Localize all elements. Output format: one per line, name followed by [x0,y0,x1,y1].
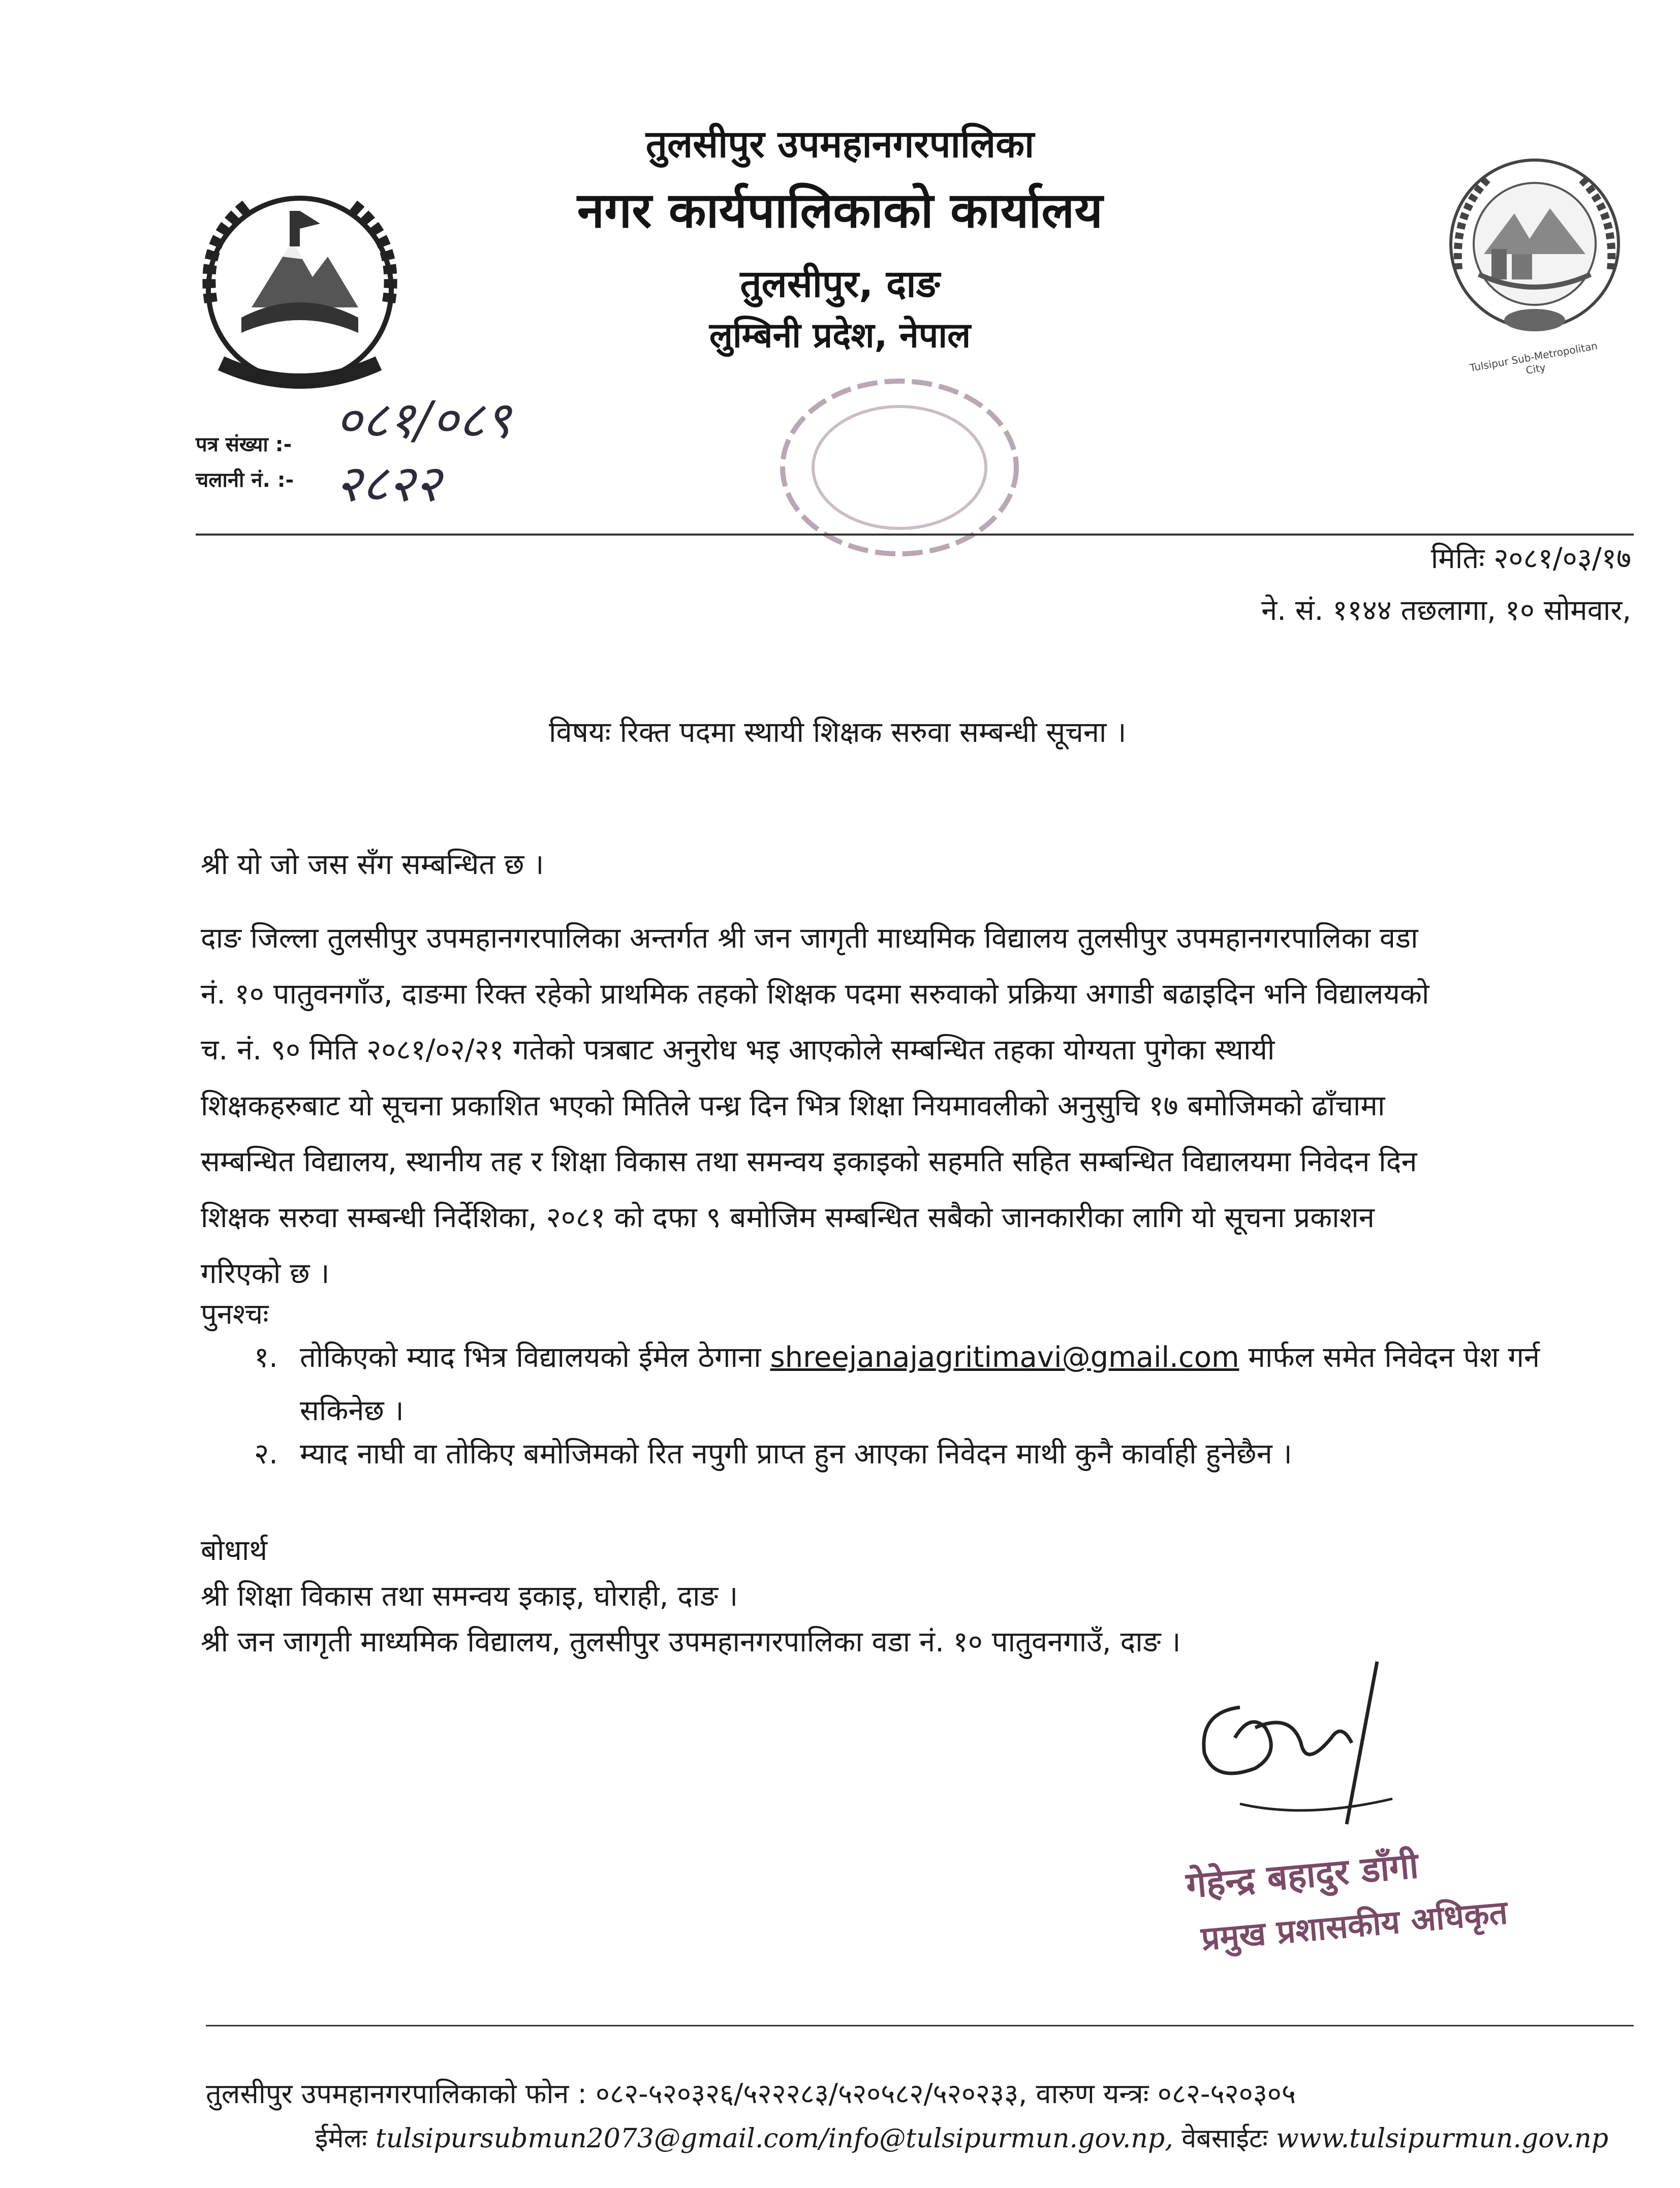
body-line: सम्बन्धित विद्यालय, स्थानीय तह र शिक्षा विकास तथा समन्वय इकाइको सहमति सहित सम्बन्धित विद्यालयमा निवेदन दिन [201,1145,1417,1178]
signatory-name: गेहेन्द्र बहादुर डाँगी [1184,1845,1420,1906]
postscript-item1-pre: तोकिएको म्याद भित्र विद्यालयको ईमेल ठेगाना [300,1341,761,1374]
postscript-item2-num: २. [254,1437,278,1471]
body-line: शिक्षकहरुबाट यो सूचना प्रकाशित भएको मितिले पन्ध्र दिन भित्र शिक्षा नियमावलीको अनुसुचि १७ बमोजिमको ढाँचामा [201,1089,1385,1122]
header-divider [196,534,1634,536]
office-location: तुलसीपुर, दाङ [740,262,940,306]
cc-line-2: श्री जन जागृती माध्यमिक विद्यालय, तुलसीपुर उपमहानगरपालिका वडा नं. १० पातुवनगाउँ, दाङ । [201,1626,1181,1659]
footer-contact [315,2124,1608,2154]
cc-label: बोधार्थ [201,1534,268,1567]
footer-phone: तुलसीपुर उपमहानगरपालिकाको फोन : ०८२-५२०३२६/५२२२८३/५२०५८२/५२०२३३, वारुण यन्त्रः ०८२-५२०३०५ [206,2078,1296,2110]
body-line: च. नं. ९० मिति २०८१/०२/२१ गतेको पत्रबाट अनुरोध भइ आएकोले सम्बन्धित तहका योग्यता पुगेका स्थायी [201,1034,1275,1067]
signatory-title: प्रमुख प्रशासकीय अधिकृत [1199,1894,1509,1958]
postscript-item1 [300,1341,1540,1374]
date-nepal-sambat: ने. सं. ११४४ तछलागा, १० सोमवार, [1261,594,1631,627]
subject-line: विषयः रिक्त पदमा स्थायी शिक्षक सरुवा सम्बन्धी सूचना । [549,716,1127,749]
province-name: लुम्बिनी प्रदेश, नेपाल [709,316,971,356]
dispatch-no-value: २८२२ [335,454,441,513]
postscript-label: पुनश्चः [201,1298,269,1331]
signature-icon [1179,1651,1423,1834]
cc-line-1: श्री शिक्षा विकास तथा समन्वय इकाइ, घोराही, दाङ । [201,1580,738,1613]
footer-website[interactable]: www.tulsipurmun.gov.np [1276,2123,1609,2154]
footer-email-label: ईमेलः [315,2123,367,2154]
footer-divider [206,2025,1634,2026]
footer-emails[interactable]: tulsipursubmun2073@gmail.com/info@tulsipurmun.gov.np, [375,2123,1173,2154]
letter-no-value: ०८१/०८९ [335,390,511,450]
date-miti: मितिः २०८१/०३/१७ [1430,542,1631,575]
municipality-name: तुलसीपुर उपमहानगरपालिका [645,122,1035,166]
postscript-item1-post: मार्फल समेत निवेदन पेश गर्न [1248,1341,1540,1374]
letter-no-label: पत्र संख्या :- [196,433,292,456]
school-email-link[interactable]: shreejanajagritimavi@gmail.com [770,1341,1239,1374]
office-name: नगर कार्यपालिकाको कार्यालय [577,182,1103,239]
postscript-item1-cont: सकिनेछ । [300,1394,404,1427]
postscript-item1-num: १. [254,1341,278,1374]
body-line: गरिएको छ । [201,1257,330,1290]
right-logo-caption: Tulsipur Sub-Metropolitan City [1469,339,1599,377]
salutation: श्री यो जो जस सँग सम्बन्धित छ । [201,848,544,881]
body-line: शिक्षक सरुवा सम्बन्धी निर्देशिका, २०८१ को दफा ९ बमोजिम सम्बन्धित सबैको जानकारीका लागि यो सूचना प्रकाशन [201,1201,1375,1234]
body-line: दाङ जिल्ला तुलसीपुर उपमहानगरपालिका अन्तर्गत श्री जन जागृती माध्यमिक विद्यालय तुलसीपुर उपमहानगरपालिका वडा [201,922,1418,955]
postscript-item2: म्याद नाघी वा तोकिए बमोजिमको रित नपुगी प्राप्त हुन आएका निवेदन माथी कुनै कार्वाही हुनेछैन । [300,1437,1292,1471]
dispatch-no-label: चलानी नं. :- [196,468,294,492]
footer-web-label: वेबसाईटः [1181,2123,1268,2154]
body-line: नं. १० पातुवनगाँउ, दाङमा रिक्त रहेको प्राथमिक तहको शिक्षक पदमा सरुवाको प्रक्रिया अगाडी बढाइदिन भनि विद्यालयको [201,978,1429,1011]
